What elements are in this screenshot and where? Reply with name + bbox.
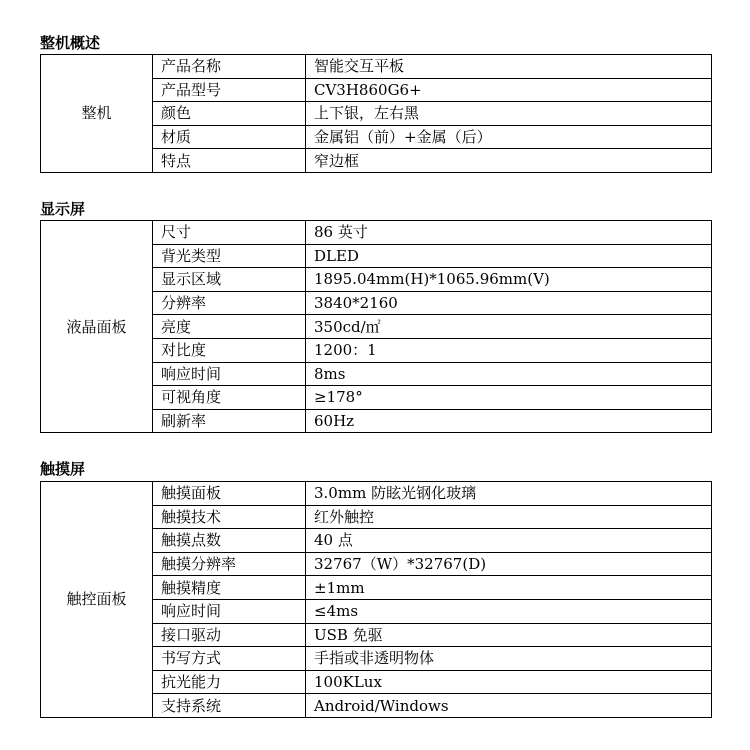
spec-table-display xyxy=(40,220,712,433)
spec-value: 1200：1 xyxy=(306,338,712,362)
spec-label: 产品型号 xyxy=(153,78,306,102)
spec-label: 尺寸 xyxy=(153,221,306,245)
spec-label: 可视角度 xyxy=(153,386,306,410)
spec-label: 支持系统 xyxy=(153,694,306,718)
section-title-display: 显示屏 xyxy=(40,200,86,218)
spec-label: 响应时间 xyxy=(153,362,306,386)
spec-value: USB 免驱 xyxy=(306,623,712,647)
spec-value: 窄边框 xyxy=(306,149,712,173)
spec-value: DLED xyxy=(306,244,712,268)
spec-label: 触摸面板 xyxy=(153,482,306,506)
section-title-touch: 触摸屏 xyxy=(40,460,86,478)
spec-label: 背光类型 xyxy=(153,244,306,268)
spec-value: 3.0mm 防眩光钢化玻璃 xyxy=(306,482,712,506)
spec-label: 抗光能力 xyxy=(153,670,306,694)
spec-value: Android/Windows xyxy=(306,694,712,718)
spec-value: 350cd/㎡ xyxy=(306,315,712,339)
spec-value: 3840*2160 xyxy=(306,291,712,315)
spec-label: 触摸精度 xyxy=(153,576,306,600)
spec-value: 86 英寸 xyxy=(306,221,712,245)
group-label: 液晶面板 xyxy=(41,221,153,433)
spec-value: CV3H860G6+ xyxy=(306,78,712,102)
spec-label: 分辨率 xyxy=(153,291,306,315)
spec-label: 特点 xyxy=(153,149,306,173)
spec-table-overview xyxy=(40,54,712,173)
spec-value: ±1mm xyxy=(306,576,712,600)
spec-value: ≥178° xyxy=(306,386,712,410)
section-title-overview: 整机概述 xyxy=(40,34,101,52)
spec-label: 刷新率 xyxy=(153,409,306,433)
spec-label: 触摸技术 xyxy=(153,505,306,529)
spec-table-touch xyxy=(40,481,712,718)
group-label: 触控面板 xyxy=(41,482,153,718)
spec-value: 60Hz xyxy=(306,409,712,433)
spec-value: 100KLux xyxy=(306,670,712,694)
spec-value: 智能交互平板 xyxy=(306,55,712,79)
spec-value: 40 点 xyxy=(306,529,712,553)
spec-label: 亮度 xyxy=(153,315,306,339)
spec-label: 触摸点数 xyxy=(153,529,306,553)
table-row xyxy=(41,55,712,79)
table-row xyxy=(41,221,712,245)
spec-value: 1895.04mm(H)*1065.96mm(V) xyxy=(306,268,712,292)
spec-label: 材质 xyxy=(153,125,306,149)
spec-value: 32767（W）*32767(D) xyxy=(306,552,712,576)
spec-label: 显示区域 xyxy=(153,268,306,292)
spec-value: 上下银，左右黑 xyxy=(306,102,712,126)
spec-label: 响应时间 xyxy=(153,599,306,623)
spec-label: 颜色 xyxy=(153,102,306,126)
spec-label: 书写方式 xyxy=(153,647,306,671)
spec-value: 手指或非透明物体 xyxy=(306,647,712,671)
spec-value: 红外触控 xyxy=(306,505,712,529)
table-row xyxy=(41,482,712,506)
spec-value: 8ms xyxy=(306,362,712,386)
spec-label: 触摸分辨率 xyxy=(153,552,306,576)
spec-label: 对比度 xyxy=(153,338,306,362)
spec-value: 金属铝（前）+金属（后） xyxy=(306,125,712,149)
spec-label: 产品名称 xyxy=(153,55,306,79)
spec-label: 接口驱动 xyxy=(153,623,306,647)
group-label: 整机 xyxy=(41,55,153,173)
spec-value: ≤4ms xyxy=(306,599,712,623)
